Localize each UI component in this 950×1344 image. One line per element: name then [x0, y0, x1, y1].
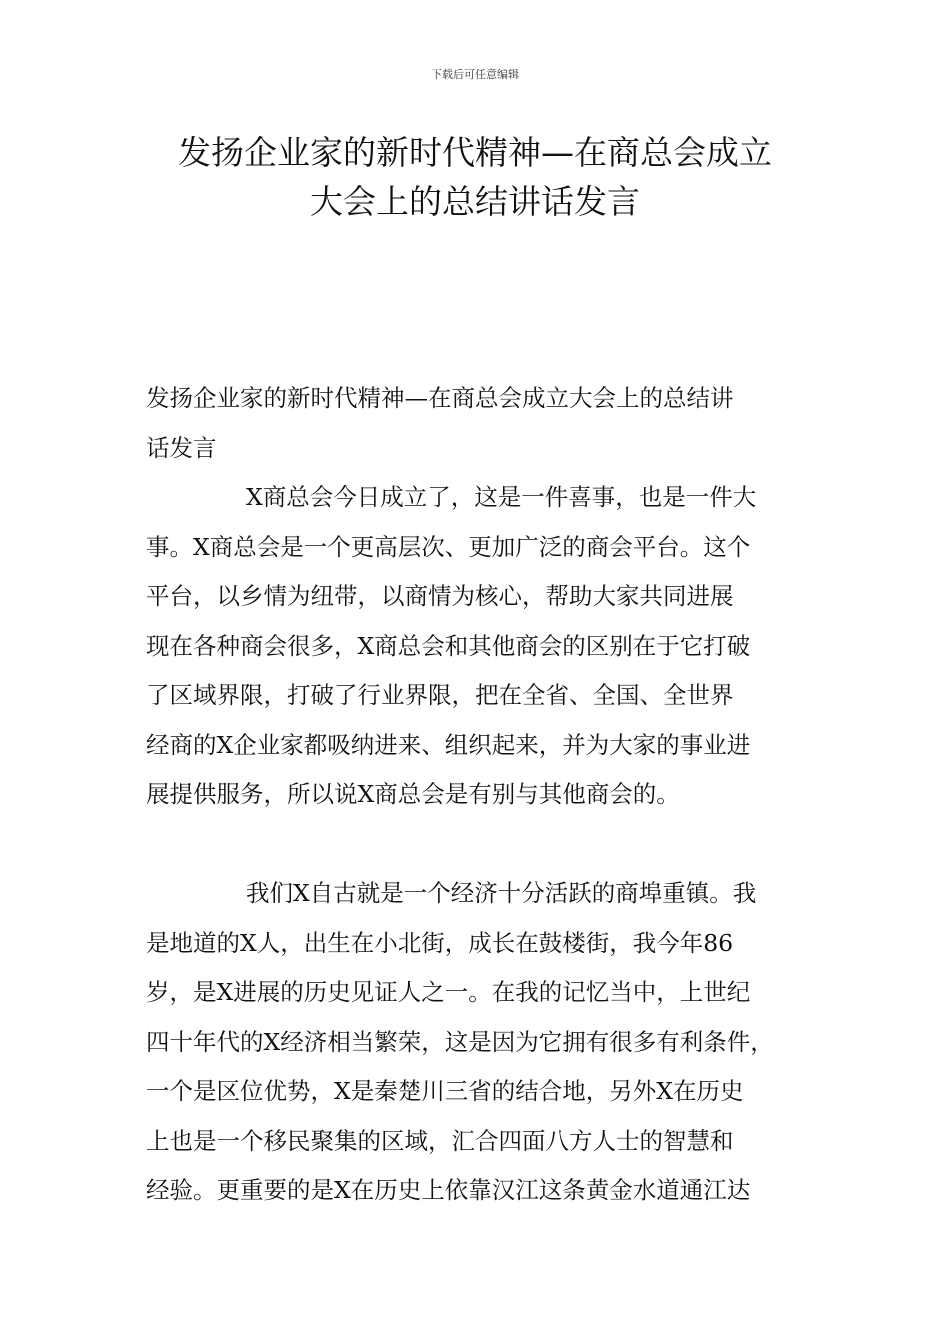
paragraph-1 — [146, 473, 836, 820]
subtitle-block — [146, 374, 836, 473]
document-title — [0, 128, 950, 226]
header-note: 下载后可任意编辑 — [431, 68, 519, 81]
title-line-2: 大会上的总结讲话发言 — [310, 182, 640, 221]
paragraph-line: 平台，以乡情为纽带，以商情为核心，帮助大家共同进展 — [146, 582, 734, 610]
paragraph-line: 上也是一个移民聚集的区域，汇合四面八方人士的智慧和 — [146, 1126, 734, 1155]
subtitle-line: 发扬企业家的新时代精神—在商总会成立大会上的总结讲 — [146, 384, 734, 412]
paragraph-line: 了区域界限，打破了行业界限，把在全省、全国、全世界 — [146, 681, 734, 709]
paragraph-line: 经验。更重要的是X在历史上依靠汉江这条黄金水道通江达 — [146, 1176, 751, 1204]
paragraph-line: 事。X商总会是一个更高层次、更加广泛的商会平台。这个 — [146, 532, 751, 561]
paragraph-line: 经商的X企业家都吸纳进来、组织起来，并为大家的事业进 — [146, 730, 751, 759]
paragraph-line: X商总会今日成立了，这是一件喜事，也是一件大 — [246, 483, 757, 511]
paragraph-line: 一个是区位优势，X是秦楚川三省的结合地，另外X在历史 — [146, 1077, 744, 1105]
paragraph-line: 岁，是X进展的历史见证人之一。在我的记忆当中，上世纪 — [146, 978, 751, 1006]
paragraph-line: 是地道的X人，出生在小北街，成长在鼓楼街，我今年86 — [146, 928, 734, 957]
paragraph-line: 四十年代的X经济相当繁荣，这是因为它拥有很多有利条件， — [146, 1027, 774, 1056]
paragraph-2 — [146, 869, 836, 1216]
paragraph-line: 我们X自古就是一个经济十分活跃的商埠重镇。我 — [246, 879, 757, 907]
paragraph-line: 展提供服务，所以说X商总会是有别与其他商会的。 — [146, 780, 680, 808]
subtitle-line: 话发言 — [146, 433, 217, 462]
paragraph-line: 现在各种商会很多，X商总会和其他商会的区别在于它打破 — [146, 631, 751, 660]
title-line-1: 发扬企业家的新时代精神—在商总会成立 — [178, 133, 772, 172]
